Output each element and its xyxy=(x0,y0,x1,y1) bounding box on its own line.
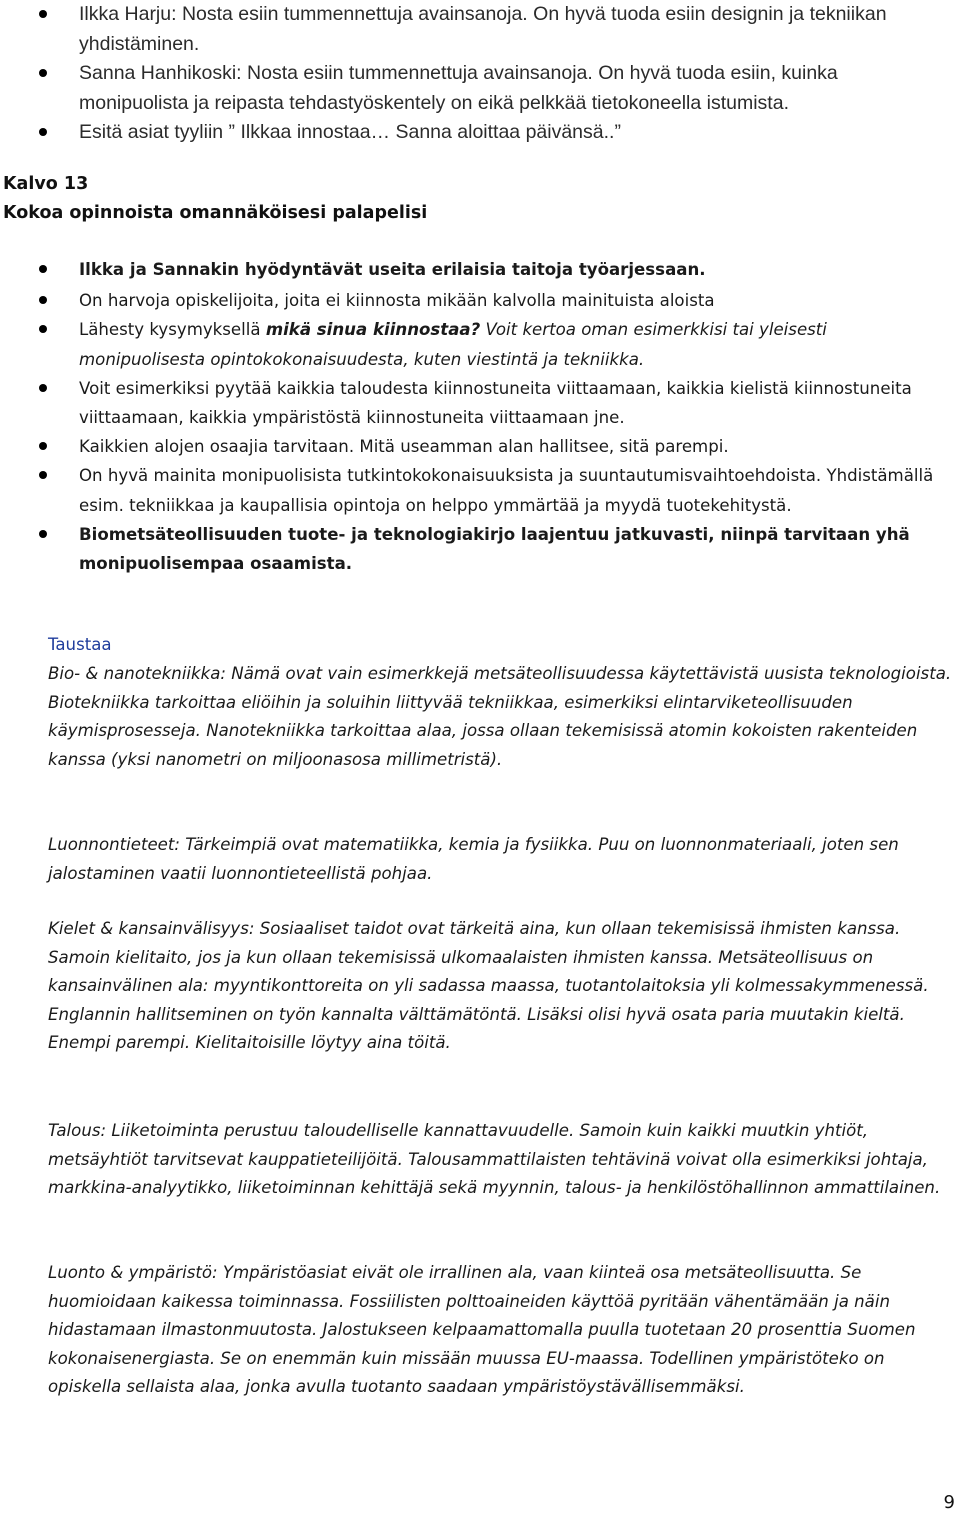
list-item: Voit esimerkiksi pyytää kaikkia taloudesta kiinnostuneita viittaamaan, kaikkia kielistä kiinnostuneita viittaamaan, kaikkia ympäristöstä kiinnostuneita viittaamaan jne. xyxy=(0,374,960,432)
section-title: Taustaa xyxy=(48,635,112,654)
paragraph-bio-nano: Bio- & nanotekniikka: Nämä ovat vain esimerkkejä metsäteollisuudessa käytettävistä uusista teknologioista. Biotekniikka tarkoittaa eliöihin ja soluihin liittyvää tekniikkaa, esimerkiksi elintarviketeollisuuden käymisprosesseja. Nanotekniikka tarkoittaa alaa, jossa ollaan tekemisissä atomin kokoisten rakenteiden kanssa (yksi nanometri on miljoonasosa millimetristä). xyxy=(48,664,952,769)
list-item: Kaikkien alojen osaajia tarvitaan. Mitä useamman alan hallitsee, sitä parempi. xyxy=(0,432,960,461)
list-item: Sanna Hanhikoski: Nosta esiin tummennettuja avainsanoja. On hyvä tuoda esiin, kuinka monipuolista ja reipasta tehdastyöskentely on eikä pelkkää tietokoneella istumista. xyxy=(0,59,960,118)
item-text: Lähesty kysymyksellä xyxy=(79,320,266,340)
list-item: Ilkka ja Sannakin hyödyntävät useita erilaisia taitoja työarjessaan. xyxy=(0,255,960,284)
list-item: Esitä asiat tyyliin ” Ilkkaa innostaa… Sanna aloittaa päivänsä..” xyxy=(0,118,960,148)
list-item xyxy=(0,315,960,373)
item-text-italic: Voit kertoa oman esimerkkisi tai yleisesti monipuolisesta opintokokonaisuudesta, kuten viestintä ja tekniikka. xyxy=(79,320,827,369)
page-number: 9 xyxy=(943,1492,955,1513)
list-item: Biometsäteollisuuden tuote- ja teknologiakirjo laajentuu jatkuvasti, niinpä tarvitaan yhä monipuolisempaa osaamista. xyxy=(0,520,960,578)
list-item: Ilkka Harju: Nosta esiin tummennettuja avainsanoja. On hyvä tuoda esiin designin ja tekniikan yhdistäminen. xyxy=(0,0,960,59)
paragraph-economy: Talous: Liiketoiminta perustuu taloudelliselle kannattavuudelle. Samoin kuin kaikki muutkin yhtiöt, metsäyhtiöt tarvitsevat kauppatieteilijöitä. Talousammattilaisten tehtävinä voivat olla esimerkiksi johtaja, markkina-analyytikko, liiketoiminnan kehittäjä sekä myynnin, talous- ja henkilöstöhallinnon ammattilainen. xyxy=(48,1121,941,1198)
paragraph-languages: Kielet & kansainvälisyys: Sosiaaliset taidot ovat tärkeitä aina, kun ollaan tekemisissä ihmisten kanssa. Samoin kielitaito, jos ja kun ollaan tekemisissä ulkomaalaisten ihmisten kanssa. Metsäteollisuus on kansainvälinen ala: myyntikonttoreita on yli sadassa maassa, tuotantolaitoksia yli kolmessakymmenessä. Englannin hallitseminen on työn kannalta välttämätöntä. Lisäksi olisi hyvä osata paria muutakin kieltä. Enempi parempi. Kielitaitoisille löytyy aina töitä. xyxy=(48,919,929,1053)
list-item: On hyvä mainita monipuolisista tutkintokokonaisuuksista ja suuntautumisvaihtoehdoista. Yhdistämällä esim. tekniikkaa ja kaupallisia opintoja on helppo ymmärtää ja myydä tuotekehitystä. xyxy=(0,461,960,519)
list-item: On harvoja opiskelijoita, joita ei kiinnosta mikään kalvolla mainituista aloista xyxy=(0,286,960,315)
slide-title: Kokoa opinnoista omannäköisesi palapelisi xyxy=(3,202,428,223)
paragraph-environment: Luonto & ympäristö: Ympäristöasiat eivät ole irrallinen ala, vaan kiinteä osa metsäteollisuutta. Se huomioidaan kaikessa toiminnassa. Fossiilisten polttoaineiden käyttöä pyritään vähentämään ja näin hidastamaan ilmastonmuutosta. Jalostukseen kelpaamattomalla puulla tuotetaan 20 prosenttia Suomen kokonaisenergiasta. Se on enemmän kuin missään muussa EU-maassa. Todellinen ympäristöteko on opiskella sellaista alaa, jonka avulla tuotanto saadaan ympäristöystävällisemmäksi. xyxy=(48,1263,916,1397)
emphasis-question: mikä sinua kiinnostaa? xyxy=(265,320,481,340)
slide-heading xyxy=(3,170,427,227)
paragraph-science: Luonnontieteet: Tärkeimpiä ovat matematiikka, kemia ja fysiikka. Puu on luonnonmateriaali, joten sen jalostaminen vaatii luonnontieteellistä pohjaa. xyxy=(48,835,899,883)
speaker-notes-list xyxy=(0,0,960,148)
slide-notes-list xyxy=(0,255,960,578)
slide-number-label: Kalvo 13 xyxy=(3,174,89,194)
